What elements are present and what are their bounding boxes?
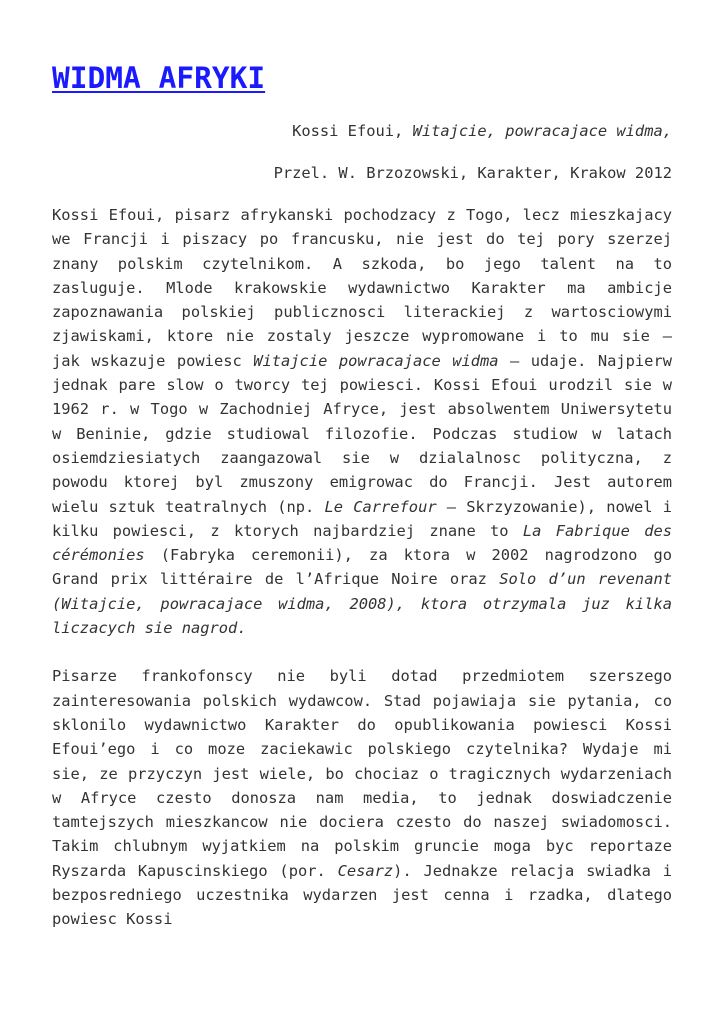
paragraph-1-italic-4: Solo d’un revenant (Witajcie, powracajace widma, 2008), ktora otrzymala juz kilka liczacych sie nagrod. [52,570,672,638]
paragraph-1-italic-3: La Fabrique des cérémonies [52,521,672,565]
paragraph-1-text-1: Kossi Efoui, pisarz afrykanski pochodzacy z Togo, lecz mieszkajacy we Francji i piszacy po francusku, nie jest do tej pory szerzej znany polskim czytelnikom. A szkoda, bo jego talent na to zasluguje. Mlode krakowskie wydawnictwo Karakter ma ambicje zapoznawania polskiej publicznosci literackiej z wartosciowymi zjawiskami, ktore nie zostaly jeszcze wypromowane i to mu sie – jak wskazuje powiesc [52,206,672,370]
paragraph-2 [52,664,672,931]
paragraph-1-text-4: (Fabryka ceremonii), za ktora w 2002 nagrodzono go Grand prix littéraire de l’Afrique Noire oraz [52,546,672,589]
article [52,58,672,932]
author-name: Kossi Efoui, [292,122,413,140]
article-title-link[interactable]: WIDMA AFRYKI [52,61,266,95]
paragraph-1-italic-2: Le Carrefour [324,497,437,516]
byline-publication: Przel. W. Brzozowski, Karakter, Krakow 2012 [273,164,672,182]
paragraph-2-text-2: ). Jednakze relacja swiadka i bezposredniego uczestnika wydarzen jest cenna i rzadka, dlatego powiesc Kossi [52,861,672,929]
paragraph-1-text-2: – udaje. Najpierw jednak pare slow o tworcy tej powiesci. Kossi Efoui urodzil sie w 1962 r. w Togo w Zachodniej Afryce, jest absolwentem Uniwersytetu w Beninie, gdzie studiowal filozofie. Podczas studiow w latach osiemdziesiatych zaangazowal sie w dzialalnosc polityczna, z powodu ktorej byl zmuszony emigrowac do Francji. Jest autorem wielu sztuk teatralnych (np. [52,351,672,516]
paragraph-2-italic-1: Cesarz [337,861,394,880]
paragraph-1-italic-1: Witajcie powracajace widma [253,351,499,370]
paragraph-1 [52,203,672,640]
book-title: Witajcie, powracajace widma, [412,122,672,140]
paragraph-2-text-1: Pisarze frankofonscy nie byli dotad przedmiotem szerszego zainteresowania polskich wydawcow. Stad pojawiaja sie pytania, co sklonilo wydawnictwo Karakter do opublikowania powiesci Kossi Efoui’ego i co moze zaciekawic polskiego czytelnika? Wydaje mi sie, ze przyczyn jest wiele, bo chociaz o tragicznych wydarzeniach w Afryce czesto donosza nam media, to jednak doswiadczenie tamtejszych mieszkancow nie dociera czesto do naszej swiadomosci. Takim chlubnym wyjatkiem na polskim gruncie moga byc reportaze Ryszarda Kapuscinskiego (por. [52,667,672,880]
paragraph-1-text-3: – Skrzyzowanie), nowel i kilku powiesci, z ktorych najbardziej znane to [52,497,673,540]
byline-author [52,121,672,141]
